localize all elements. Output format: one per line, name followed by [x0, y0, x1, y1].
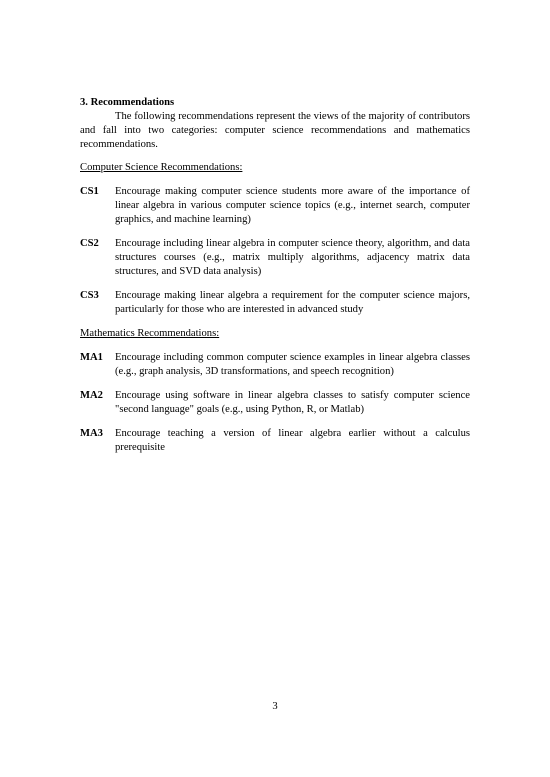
- recommendation-code: MA2: [80, 390, 103, 401]
- recommendation-item-ma1: [80, 351, 470, 379]
- math-recommendations-list: [80, 351, 470, 455]
- recommendation-text: Encourage making computer science students more aware of the importance of linear algebra in various computer science topics (e.g., internet search, computer graphics, and machine learning): [115, 186, 470, 225]
- recommendation-text: Encourage teaching a version of linear algebra earlier without a calculus prerequisite: [115, 428, 470, 453]
- recommendation-text: Encourage including linear algebra in computer science theory, algorithm, and data structures courses (e.g., matrix multiply algorithms, adjacency matrix data structures, and SVD data analysis): [115, 238, 470, 277]
- cs-recommendations-label: Computer Science Recommendations:: [80, 162, 243, 173]
- recommendation-text: Encourage using software in linear algebra classes to satisfy computer science "second language" goals (e.g., using Python, R, or Matlab): [115, 390, 470, 415]
- recommendation-code: CS2: [80, 238, 99, 249]
- recommendation-text: Encourage making linear algebra a requirement for the computer science majors, particularly for those who are interested in advanced study: [115, 290, 470, 315]
- page-number: 3: [272, 701, 278, 712]
- section-heading: 3. Recommendations: [80, 97, 175, 108]
- recommendation-code: CS1: [80, 186, 99, 197]
- cs-recommendations-list: [80, 185, 470, 317]
- math-recommendations-label: Mathematics Recommendations:: [80, 328, 220, 339]
- recommendation-code: CS3: [80, 290, 99, 301]
- recommendation-item-cs3: [80, 289, 470, 317]
- document-body: [80, 96, 470, 455]
- recommendation-code: MA1: [80, 352, 103, 363]
- recommendation-item-ma2: [80, 389, 470, 417]
- recommendation-item-ma3: [80, 427, 470, 455]
- recommendation-text: Encourage including common computer science examples in linear algebra classes (e.g., graph analysis, 3D transformations, and speech recognition): [115, 352, 470, 377]
- recommendation-item-cs2: [80, 237, 470, 279]
- recommendation-item-cs1: [80, 185, 470, 227]
- recommendation-code: MA3: [80, 428, 103, 439]
- intro-paragraph: The following recommendations represent the views of the majority of contributors and fall into two categories: computer science recommendations and mathematics recommendations.: [80, 111, 470, 150]
